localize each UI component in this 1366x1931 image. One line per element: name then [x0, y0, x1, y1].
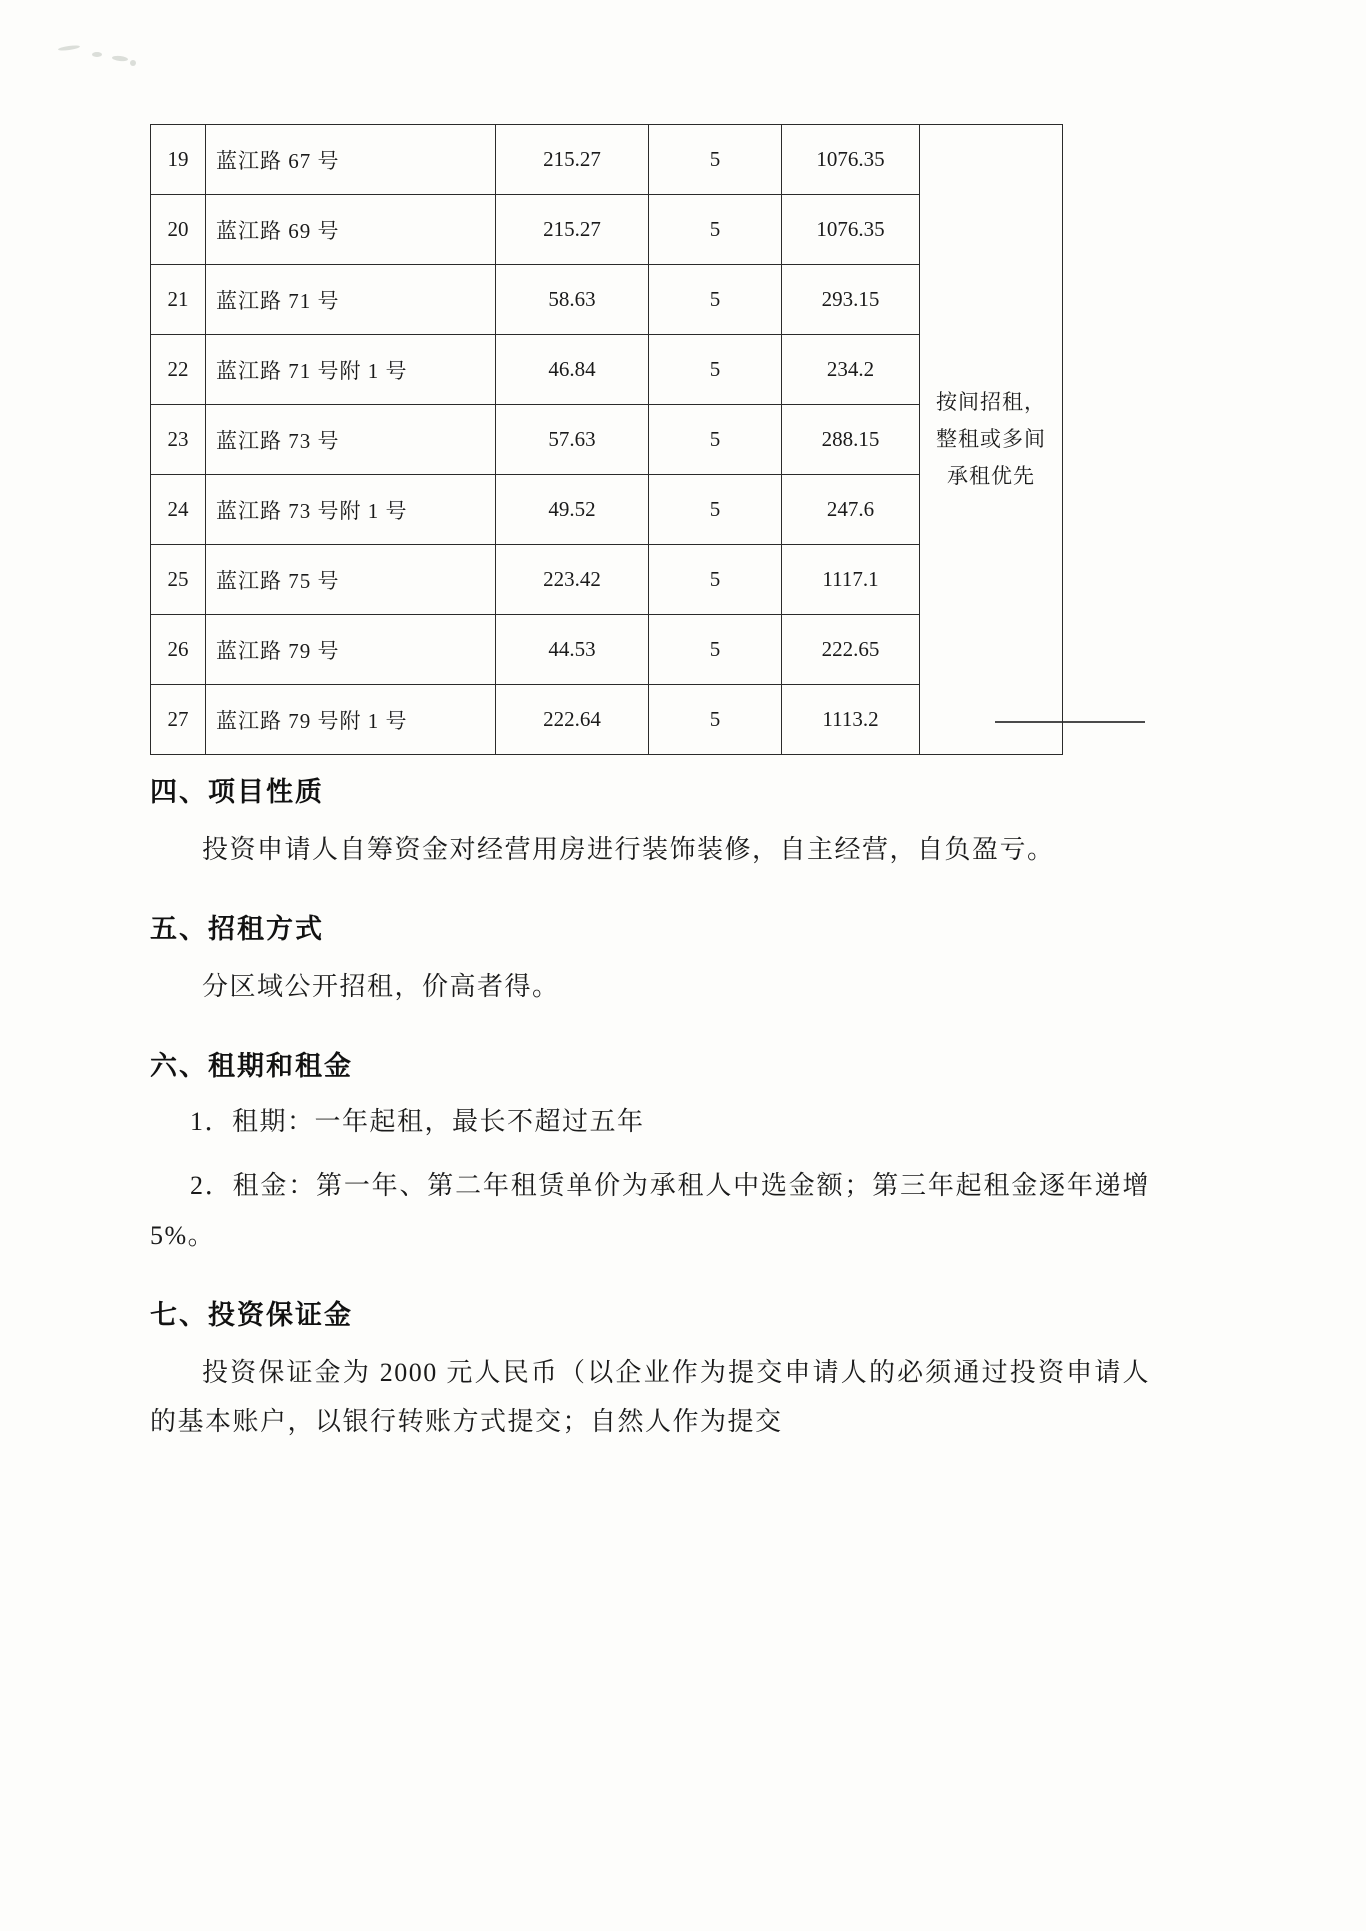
row-area: 57.63 [496, 405, 649, 475]
row-address: 蓝江路 71 号 [206, 265, 496, 335]
row-total: 1076.35 [782, 125, 920, 195]
row-area: 49.52 [496, 475, 649, 545]
section-heading: 四、项目性质 [150, 777, 324, 807]
row-area: 223.42 [496, 545, 649, 615]
section-list-item: 1．租期：一年起租，最长不超过五年 [190, 1106, 645, 1136]
row-total: 247.6 [782, 475, 920, 545]
row-price: 5 [649, 195, 782, 265]
scan-artifact-icon [112, 55, 128, 62]
row-total: 293.15 [782, 265, 920, 335]
row-area: 58.63 [496, 265, 649, 335]
row-price: 5 [649, 125, 782, 195]
row-area: 215.27 [496, 195, 649, 265]
row-index: 27 [151, 685, 206, 755]
row-address: 蓝江路 69 号 [206, 195, 496, 265]
row-area: 222.64 [496, 685, 649, 755]
row-total: 288.15 [782, 405, 920, 475]
table-bottom-rule [995, 721, 1145, 723]
scan-artifact-icon [58, 44, 80, 51]
scan-artifact-icon [130, 60, 136, 66]
row-address: 蓝江路 67 号 [206, 125, 496, 195]
row-price: 5 [649, 265, 782, 335]
row-address: 蓝江路 75 号 [206, 545, 496, 615]
row-price: 5 [649, 685, 782, 755]
row-address: 蓝江路 73 号 [206, 405, 496, 475]
row-index: 25 [151, 545, 206, 615]
row-area: 46.84 [496, 335, 649, 405]
section-heading: 七、投资保证金 [150, 1299, 353, 1330]
row-index: 23 [151, 405, 206, 475]
row-address: 蓝江路 79 号附 1 号 [206, 685, 496, 755]
section-paragraph: 投资保证金为 2000 元人民币（以企业作为提交申请人的必须通过投资申请人的基本账户，以银行转账方式提交；自然人作为提交 [150, 1357, 1150, 1437]
row-total: 1117.1 [782, 545, 920, 615]
note-line-2: 整租或多间 [936, 427, 1046, 452]
section-term-and-rent [150, 1044, 1150, 1261]
section-list-item: 2．租金：第一年、第二年租赁单价为承租人中选金额；第三年起租金逐年递增5%。 [150, 1170, 1150, 1250]
document-body [150, 770, 1150, 1447]
section-paragraph: 分区域公开招租，价高者得。 [202, 971, 560, 1001]
rental-table-container [150, 124, 1046, 755]
row-address: 蓝江路 79 号 [206, 615, 496, 685]
scan-artifact-icon [92, 52, 102, 57]
section-project-nature [150, 770, 1150, 875]
note-line-3: 承租优先 [947, 463, 1035, 488]
row-index: 19 [151, 125, 206, 195]
row-price: 5 [649, 405, 782, 475]
row-address: 蓝江路 71 号附 1 号 [206, 335, 496, 405]
row-price: 5 [649, 475, 782, 545]
row-price: 5 [649, 615, 782, 685]
row-price: 5 [649, 335, 782, 405]
row-total: 234.2 [782, 335, 920, 405]
row-area: 215.27 [496, 125, 649, 195]
row-index: 21 [151, 265, 206, 335]
row-total: 222.65 [782, 615, 920, 685]
row-price: 5 [649, 545, 782, 615]
note-line-1: 按间招租， [936, 390, 1046, 415]
row-index: 24 [151, 475, 206, 545]
row-index: 22 [151, 335, 206, 405]
row-area: 44.53 [496, 615, 649, 685]
table-row [151, 125, 1063, 195]
row-note [920, 125, 1063, 755]
section-paragraph: 投资申请人自筹资金对经营用房进行装饰装修，自主经营，自负盈亏。 [202, 835, 1055, 864]
row-index: 26 [151, 615, 206, 685]
rental-table [150, 124, 1063, 755]
section-leasing-method [150, 907, 1150, 1012]
row-total: 1113.2 [782, 685, 920, 755]
section-heading: 六、租期和租金 [150, 1050, 353, 1081]
row-index: 20 [151, 195, 206, 265]
row-total: 1076.35 [782, 195, 920, 265]
row-address: 蓝江路 73 号附 1 号 [206, 475, 496, 545]
section-heading: 五、招租方式 [150, 913, 324, 944]
section-investment-deposit [150, 1293, 1150, 1448]
